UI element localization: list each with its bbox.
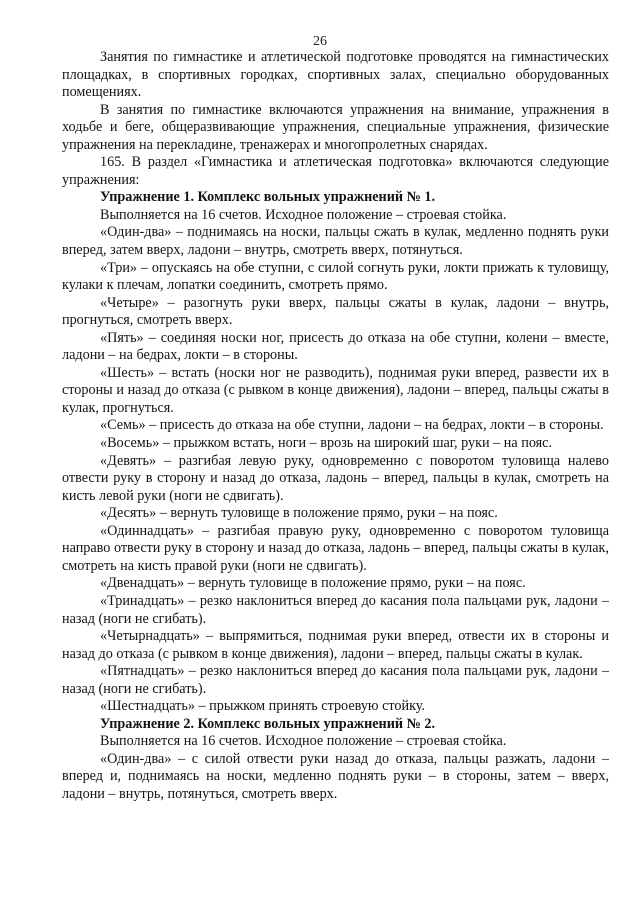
paragraph: 165. В раздел «Гимнастика и атлетическая подготовка» включаются следующие упражнения: — [62, 154, 609, 188]
paragraph: «Четырнадцать» – выпрямиться, поднимая руки вперед, отвести их в стороны и назад до отказа (с рывком в конце движения), ладони – вперед, пальцы сжаты в кулак. — [62, 628, 609, 662]
paragraph: «Три» – опускаясь на обе ступни, с силой согнуть руки, локти прижать к туловищу, кулаки к плечам, лопатки соединить, смотреть прямо. — [62, 259, 609, 294]
paragraph: «Шесть» – встать (носки ног не разводить), поднимая руки вперед, развести их в стороны и назад до отказа (с рывком в конце движения), ладони – вперед, пальцы сжаты в кулак, прогнуться. — [62, 364, 609, 416]
paragraph: Выполняется на 16 счетов. Исходное положение – строевая стойка. — [100, 206, 507, 223]
paragraph: «Восемь» – прыжком встать, ноги – врозь на широкий шаг, руки – на пояс. — [100, 435, 553, 452]
exercise-heading: Упражнение 1. Комплекс вольных упражнений № 1. — [100, 189, 436, 206]
paragraph: «Пятнадцать» – резко наклониться вперед до касания пола пальцами рук, ладони – назад (ноги не сгибать). — [62, 663, 609, 697]
paragraph: «Двенадцать» – вернуть туловище в положение прямо, руки – на пояс. — [100, 575, 526, 592]
page-number: 26 — [313, 34, 327, 49]
paragraph: «Четыре» – разогнуть руки вверх, пальцы сжаты в кулак, ладони – внутрь, прогнуться, смотреть вверх. — [62, 294, 609, 329]
paragraph: В занятия по гимнастике включаются упражнения на внимание, упражнения в ходьбе и беге, общеразвивающие упражнения, специальные упражнения, физические упражнения на перекладине, тренажерах и многопролетных снарядах. — [62, 101, 609, 153]
page-body — [62, 49, 609, 804]
paragraph: Выполняется на 16 счетов. Исходное положение – строевая стойка. — [100, 733, 507, 750]
paragraph: «Тринадцать» – резко наклониться вперед до касания пола пальцами рук, ладони – назад (ноги не сгибать). — [62, 592, 609, 627]
paragraph: «Десять» – вернуть туловище в положение прямо, руки – на пояс. — [100, 505, 498, 522]
paragraph: Занятия по гимнастике и атлетической подготовке проводятся на гимнастических площадках, в спортивных городках, спортивных залах, специально оборудованных помещениях. — [62, 49, 609, 101]
paragraph: «Одиннадцать» – разгибая правую руку, одновременно с поворотом туловища направо отвести руку в сторону и назад до отказа, ладонь – вперед, пальцы сжаты в кулак, смотреть на кисть правой руки (ноги не сдвигать). — [62, 522, 609, 574]
paragraph: «Шестнадцать» – прыжком принять строевую стойку. — [100, 698, 425, 715]
paragraph: «Пять» – соединяя носки ног, присесть до отказа на обе ступни, колени – вместе, ладони – на бедрах, локти – в стороны. — [62, 329, 609, 364]
paragraph: «Один-два» – с силой отвести руки назад до отказа, пальцы разжать, ладони – вперед и, поднимаясь на носки, медленно поднять руки – в стороны, затем – вверх, ладони – внутрь, потянуться, смотреть вверх. — [62, 750, 609, 802]
paragraph: «Семь» – присесть до отказа на обе ступни, ладони – на бедрах, локти – в стороны. — [100, 417, 604, 434]
paragraph: «Один-два» – поднимаясь на носки, пальцы сжать в кулак, медленно поднять руки вперед, затем вверх, ладони – внутрь, смотреть вверх, потянуться. — [62, 224, 609, 259]
paragraph: «Девять» – разгибая левую руку, одновременно с поворотом туловища налево отвести руку в сторону и назад до отказа, ладонь – вперед, пальцы в кулак, смотреть на кисть левой руки (ноги не сдвигать). — [62, 452, 609, 504]
exercise-heading: Упражнение 2. Комплекс вольных упражнений № 2. — [100, 715, 436, 732]
